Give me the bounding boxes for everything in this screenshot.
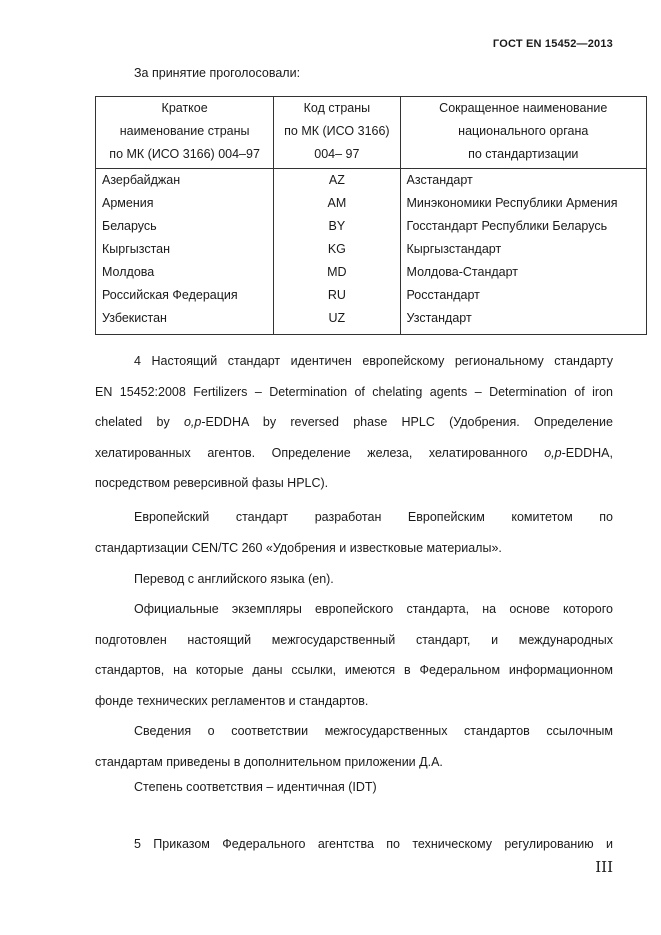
country-cell: Узбекистан	[96, 307, 274, 335]
country-cell: Азербайджан	[96, 169, 274, 193]
body-cell: Узстандарт	[400, 307, 646, 335]
code-cell: MD	[274, 261, 400, 284]
table-row	[96, 215, 647, 238]
paragraph-european-standard: Европейский стандарт разработан Европейским комитетом по стандартизации CEN/TC 260 «Удобрения и известковые материалы».	[95, 510, 613, 555]
standard-header: ГОСТ EN 15452—2013	[492, 38, 613, 50]
code-cell: UZ	[274, 307, 400, 335]
paragraph-degree: Степень соответствия – идентичная (IDT)	[134, 780, 377, 794]
body-cell: Росстандарт	[400, 284, 646, 307]
code-cell: AZ	[274, 169, 400, 193]
country-cell: Кыргызстан	[96, 238, 274, 261]
paragraph-item-5: 5 Приказом Федерального агентства по техническому регулированию и	[134, 837, 613, 851]
voting-table	[95, 96, 647, 335]
paragraph-translation: Перевод с английского языка (en).	[134, 572, 334, 586]
code-cell: AM	[274, 192, 400, 215]
header-country-name: Краткое наименование страны по МК (ИСО 3166) 004–97	[96, 97, 274, 169]
country-cell: Российская Федерация	[96, 284, 274, 307]
voting-intro: За принятие проголосовали:	[134, 66, 301, 80]
table-row	[96, 238, 647, 261]
body-cell: Кыргызстандарт	[400, 238, 646, 261]
table-row	[96, 261, 647, 284]
body-cell: Азстандарт	[400, 169, 646, 193]
code-cell: BY	[274, 215, 400, 238]
country-cell: Молдова	[96, 261, 274, 284]
paragraph-item-4: 4 Настоящий стандарт идентичен европейскому региональному стандарту EN 15452:2008 Fertilizers – Determination of chelating agents – Determination of iron chelated by o,p-EDDHA by reversed phase HPLC (Удобрения. Определение хелатированных агентов. Определение железа, хелатированного o,p-EDDHA, посредством реверсивной фазы HPLC).	[95, 354, 613, 491]
body-cell: Молдова-Стандарт	[400, 261, 646, 284]
table-row	[96, 307, 647, 335]
body-cell: Госстандарт Республики Беларусь	[400, 215, 646, 238]
table-row	[96, 284, 647, 307]
header-standards-body: Сокращенное наименование национального органа по стандартизации	[400, 97, 646, 169]
code-cell: RU	[274, 284, 400, 307]
table-header-row	[96, 97, 647, 169]
paragraph-compliance-info: Сведения о соответствии межгосударственных стандартов ссылочным стандартам приведены в дополнительном приложении Д.А.	[95, 724, 613, 769]
country-cell: Беларусь	[96, 215, 274, 238]
header-country-code: Код страны по МК (ИСО 3166) 004– 97	[274, 97, 400, 169]
table-row	[96, 192, 647, 215]
paragraph-official-copies: Официальные экземпляры европейского стандарта, на основе которого подготовлен настоящий межгосударственный стандарт, и международных стандартов, на которые даны ссылки, имеются в Федеральном информационном фонде технических регламентов и стандартов.	[95, 602, 613, 708]
body-cell: Минэкономики Республики Армения	[400, 192, 646, 215]
page-number: III	[595, 858, 613, 876]
country-cell: Армения	[96, 192, 274, 215]
table-row	[96, 169, 647, 193]
code-cell: KG	[274, 238, 400, 261]
